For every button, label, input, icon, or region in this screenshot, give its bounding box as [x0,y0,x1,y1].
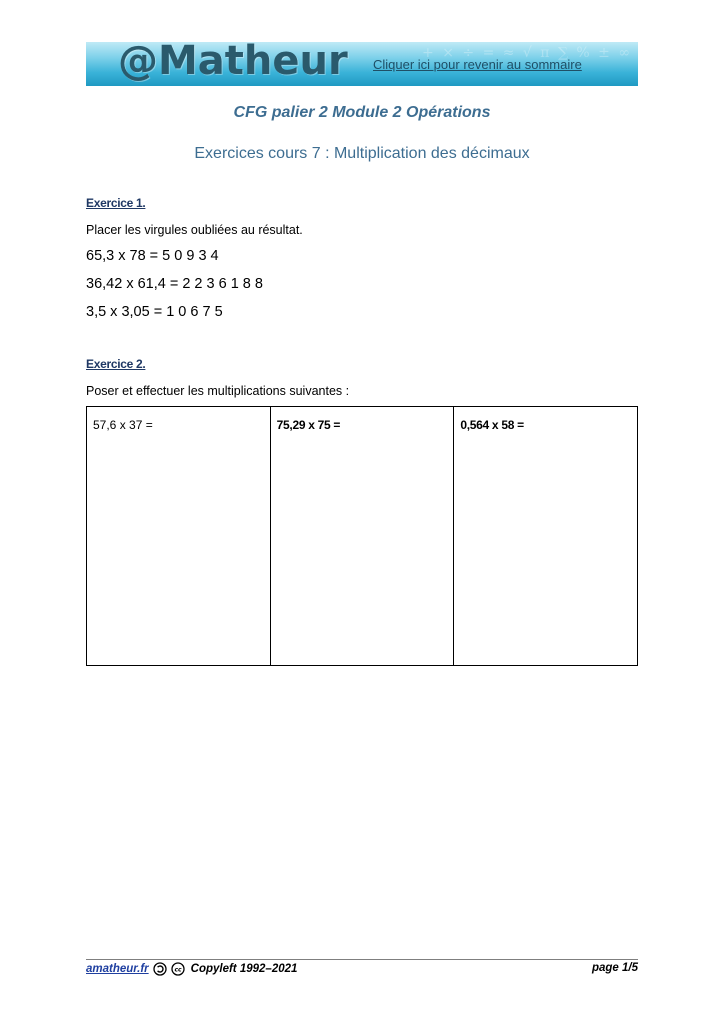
exercise-1-equation: 3,5 x 3,05 = 1 0 6 7 5 [86,304,223,320]
creative-commons-icon [171,962,185,976]
back-to-summary-link[interactable]: Cliquer ici pour revenir au sommaire [373,57,582,72]
banner-watermark: + × ÷ = ≈ √ π ∑ % ± ∞ [422,45,632,61]
exercise-2-instruction: Poser et effectuer les multiplications suivantes : [86,384,350,398]
footer-divider [86,959,638,960]
document-subtitle: Exercices cours 7 : Multiplication des décimaux [194,145,530,162]
exercise-1-equation: 36,42 x 61,4 = 2 2 3 6 1 8 8 [86,276,263,292]
footer-left [86,962,297,976]
multiplication-cell[interactable] [454,407,637,665]
svg-text:cc: cc [174,966,182,974]
multiplication-grid [86,406,638,666]
copyleft-text: Copyleft 1992–2021 [190,963,298,975]
document-title: CFG palier 2 Module 2 Opérations [233,104,491,121]
exercise-1-equation: 65,3 x 78 = 5 0 9 3 4 [86,248,219,264]
copyleft-icon [153,962,167,976]
site-link[interactable]: amatheur.fr [86,963,149,975]
site-logo: @Matheur [118,42,348,84]
multiplication-prompt: 75,29 x 75 = [276,418,341,432]
exercise-1-heading: Exercice 1. [86,196,146,210]
exercise-1-instruction: Placer les virgules oubliées au résultat. [86,223,303,237]
exercise-2-heading: Exercice 2. [86,357,146,371]
page-number: page 1/5 [591,962,638,974]
header-banner [86,42,638,86]
multiplication-prompt: 0,564 x 58 = [460,418,524,432]
multiplication-cell[interactable] [87,407,271,665]
multiplication-cell[interactable] [271,407,455,665]
multiplication-prompt: 57,6 x 37 = [93,418,153,432]
